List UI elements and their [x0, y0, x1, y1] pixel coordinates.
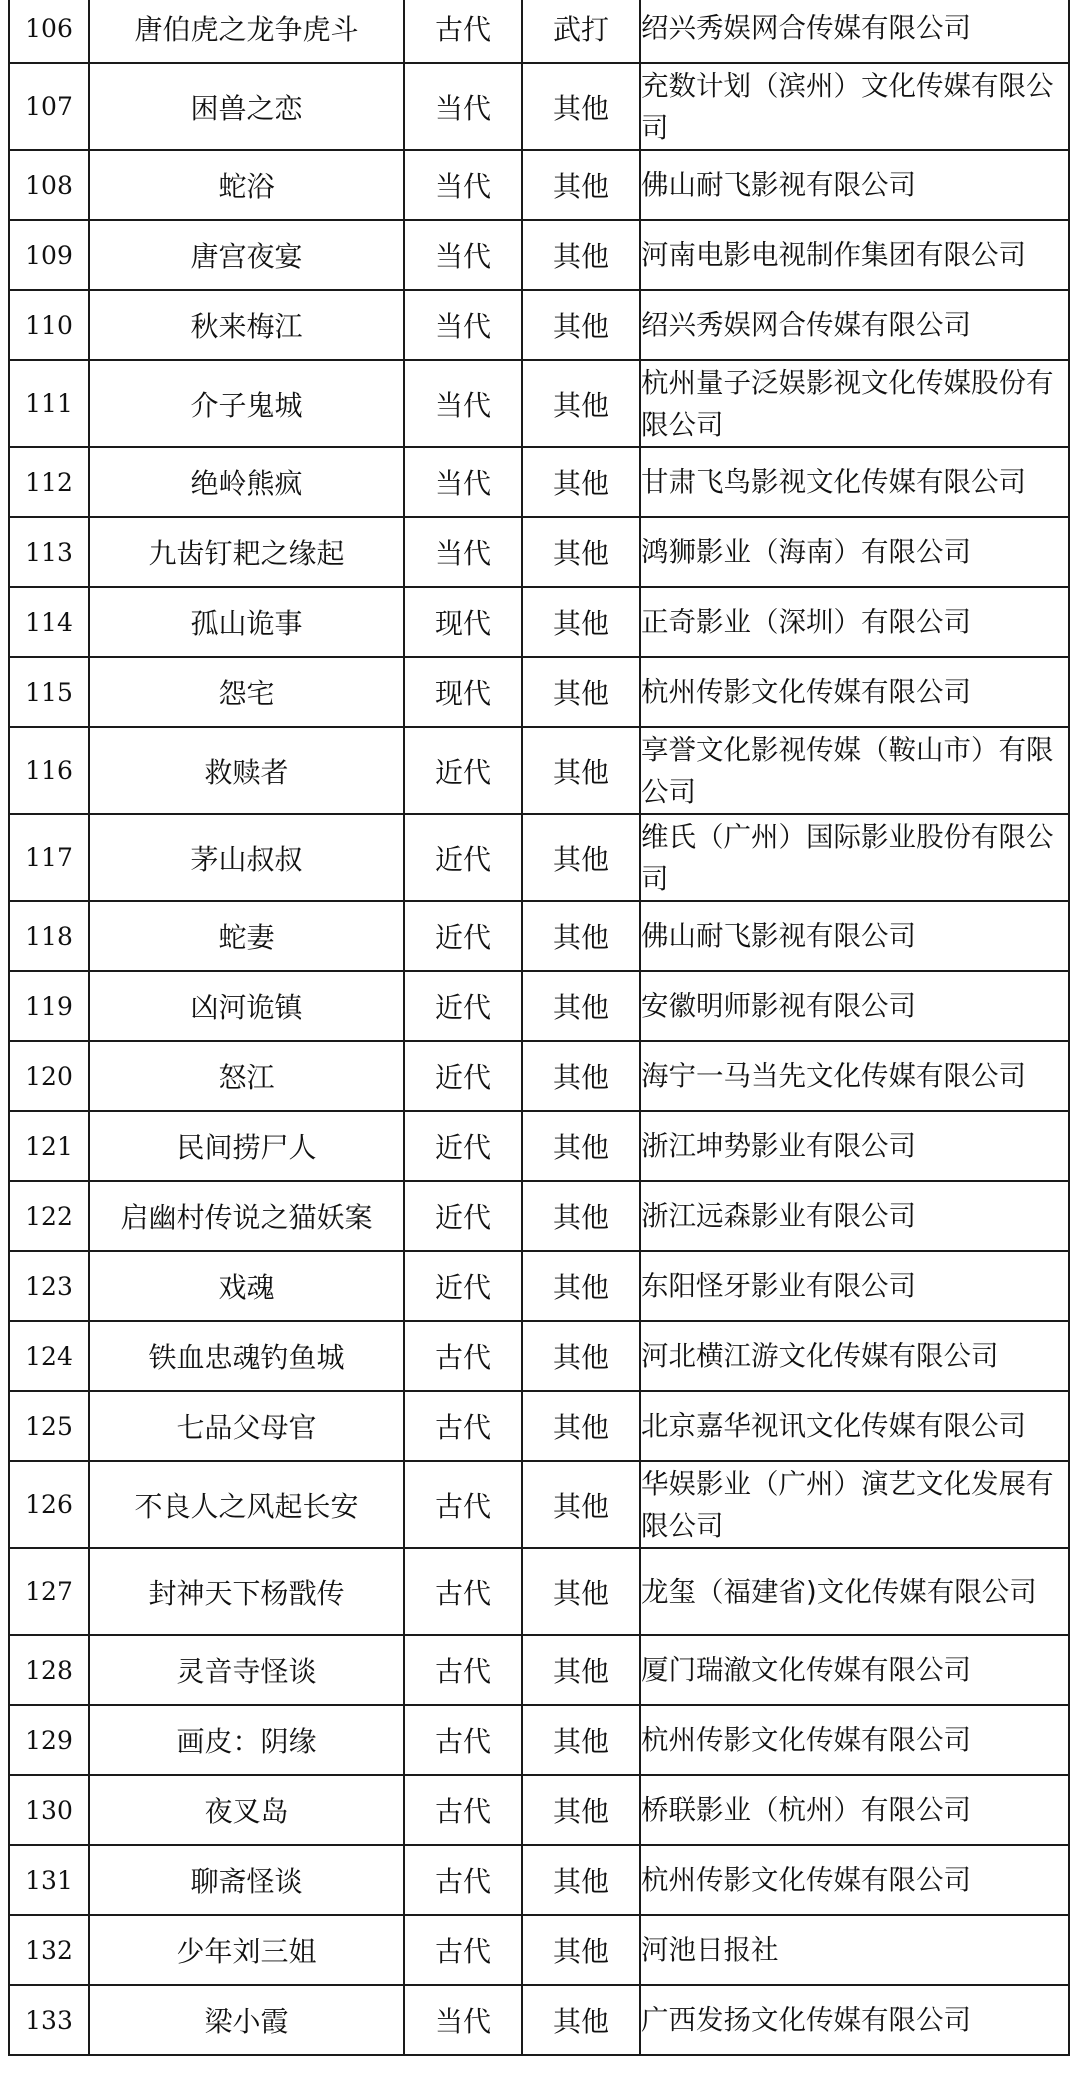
- genre-cell: 其他: [522, 1705, 640, 1775]
- row-number-cell: 111: [9, 360, 89, 447]
- era-cell: 当代: [404, 290, 522, 360]
- table-row: [9, 1251, 1069, 1321]
- row-number-cell: 114: [9, 587, 89, 657]
- genre-cell: 其他: [522, 1321, 640, 1391]
- company-cell: 杭州量子泛娱影视文化传媒股份有限公司: [640, 360, 1069, 447]
- company-cell: 河北横江游文化传媒有限公司: [640, 1321, 1069, 1391]
- title-cell: 困兽之恋: [89, 63, 404, 150]
- title-cell: 救赎者: [89, 727, 404, 814]
- era-cell: 近代: [404, 901, 522, 971]
- table-row: [9, 901, 1069, 971]
- table-row: [9, 1845, 1069, 1915]
- row-number-cell: 133: [9, 1985, 89, 2055]
- company-cell: 佛山耐飞影视有限公司: [640, 901, 1069, 971]
- row-number-cell: 118: [9, 901, 89, 971]
- row-number-cell: 132: [9, 1915, 89, 1985]
- table-row: [9, 1181, 1069, 1251]
- era-cell: 近代: [404, 1041, 522, 1111]
- era-cell: 近代: [404, 1111, 522, 1181]
- title-cell: 茅山叔叔: [89, 814, 404, 901]
- table-row: [9, 1915, 1069, 1985]
- title-cell: 蛇妻: [89, 901, 404, 971]
- company-cell: 浙江远森影业有限公司: [640, 1181, 1069, 1251]
- company-cell: 杭州传影文化传媒有限公司: [640, 657, 1069, 727]
- genre-cell: 其他: [522, 1391, 640, 1461]
- company-cell: 华娱影业（广州）演艺文化发展有限公司: [640, 1461, 1069, 1548]
- company-cell: 绍兴秀娱网合传媒有限公司: [640, 290, 1069, 360]
- era-cell: 当代: [404, 360, 522, 447]
- era-cell: 当代: [404, 1985, 522, 2055]
- title-cell: 怒江: [89, 1041, 404, 1111]
- table-row: [9, 1705, 1069, 1775]
- era-cell: 近代: [404, 727, 522, 814]
- era-cell: 古代: [404, 1461, 522, 1548]
- table-row: [9, 220, 1069, 290]
- era-cell: 当代: [404, 220, 522, 290]
- era-cell: 古代: [404, 1915, 522, 1985]
- table-row: [9, 814, 1069, 901]
- title-cell: 民间捞尸人: [89, 1111, 404, 1181]
- table-row: [9, 0, 1069, 63]
- company-cell: 杭州传影文化传媒有限公司: [640, 1845, 1069, 1915]
- company-cell: 龙玺（福建省)文化传媒有限公司: [640, 1548, 1069, 1635]
- title-cell: 铁血忠魂钓鱼城: [89, 1321, 404, 1391]
- genre-cell: 武打: [522, 0, 640, 63]
- company-cell: 鸿狮影业（海南）有限公司: [640, 517, 1069, 587]
- company-cell: 东阳怪牙影业有限公司: [640, 1251, 1069, 1321]
- row-number-cell: 128: [9, 1635, 89, 1705]
- table-row: [9, 63, 1069, 150]
- title-cell: 蛇浴: [89, 150, 404, 220]
- row-number-cell: 124: [9, 1321, 89, 1391]
- era-cell: 古代: [404, 1705, 522, 1775]
- row-number-cell: 116: [9, 727, 89, 814]
- title-cell: 唐宫夜宴: [89, 220, 404, 290]
- table-row: [9, 517, 1069, 587]
- title-cell: 怨宅: [89, 657, 404, 727]
- row-number-cell: 119: [9, 971, 89, 1041]
- title-cell: 凶河诡镇: [89, 971, 404, 1041]
- company-cell: 河池日报社: [640, 1915, 1069, 1985]
- table-body: [9, 0, 1069, 2055]
- table-row: [9, 727, 1069, 814]
- genre-cell: 其他: [522, 1251, 640, 1321]
- era-cell: 古代: [404, 1775, 522, 1845]
- row-number-cell: 121: [9, 1111, 89, 1181]
- era-cell: 当代: [404, 517, 522, 587]
- title-cell: 夜叉岛: [89, 1775, 404, 1845]
- genre-cell: 其他: [522, 814, 640, 901]
- genre-cell: 其他: [522, 1548, 640, 1635]
- era-cell: 当代: [404, 63, 522, 150]
- title-cell: 封神天下杨戬传: [89, 1548, 404, 1635]
- era-cell: 当代: [404, 447, 522, 517]
- row-number-cell: 112: [9, 447, 89, 517]
- era-cell: 古代: [404, 0, 522, 63]
- genre-cell: 其他: [522, 1181, 640, 1251]
- company-cell: 安徽明师影视有限公司: [640, 971, 1069, 1041]
- table-row: [9, 150, 1069, 220]
- era-cell: 当代: [404, 150, 522, 220]
- genre-cell: 其他: [522, 1845, 640, 1915]
- company-cell: 甘肃飞鸟影视文化传媒有限公司: [640, 447, 1069, 517]
- company-cell: 维氏（广州）国际影业股份有限公司: [640, 814, 1069, 901]
- genre-cell: 其他: [522, 727, 640, 814]
- era-cell: 近代: [404, 1181, 522, 1251]
- era-cell: 古代: [404, 1391, 522, 1461]
- genre-cell: 其他: [522, 1915, 640, 1985]
- row-number-cell: 106: [9, 0, 89, 63]
- genre-cell: 其他: [522, 587, 640, 657]
- genre-cell: 其他: [522, 1985, 640, 2055]
- genre-cell: 其他: [522, 150, 640, 220]
- table-row: [9, 1461, 1069, 1548]
- genre-cell: 其他: [522, 290, 640, 360]
- title-cell: 九齿钉耙之缘起: [89, 517, 404, 587]
- row-number-cell: 117: [9, 814, 89, 901]
- title-cell: 唐伯虎之龙争虎斗: [89, 0, 404, 63]
- title-cell: 介子鬼城: [89, 360, 404, 447]
- row-number-cell: 120: [9, 1041, 89, 1111]
- era-cell: 现代: [404, 587, 522, 657]
- row-number-cell: 125: [9, 1391, 89, 1461]
- company-cell: 河南电影电视制作集团有限公司: [640, 220, 1069, 290]
- genre-cell: 其他: [522, 360, 640, 447]
- table-row: [9, 1985, 1069, 2055]
- row-number-cell: 130: [9, 1775, 89, 1845]
- genre-cell: 其他: [522, 220, 640, 290]
- title-cell: 画皮：阴缘: [89, 1705, 404, 1775]
- row-number-cell: 108: [9, 150, 89, 220]
- company-cell: 厦门瑞澈文化传媒有限公司: [640, 1635, 1069, 1705]
- era-cell: 近代: [404, 1251, 522, 1321]
- row-number-cell: 115: [9, 657, 89, 727]
- company-cell: 浙江坤势影业有限公司: [640, 1111, 1069, 1181]
- company-cell: 杭州传影文化传媒有限公司: [640, 1705, 1069, 1775]
- table-row: [9, 1111, 1069, 1181]
- table-row: [9, 587, 1069, 657]
- company-cell: 绍兴秀娱网合传媒有限公司: [640, 0, 1069, 63]
- era-cell: 现代: [404, 657, 522, 727]
- company-cell: 桥联影业（杭州）有限公司: [640, 1775, 1069, 1845]
- era-cell: 古代: [404, 1548, 522, 1635]
- title-cell: 梁小霞: [89, 1985, 404, 2055]
- era-cell: 古代: [404, 1845, 522, 1915]
- company-cell: 享誉文化影视传媒（鞍山市）有限公司: [640, 727, 1069, 814]
- row-number-cell: 131: [9, 1845, 89, 1915]
- company-cell: 北京嘉华视讯文化传媒有限公司: [640, 1391, 1069, 1461]
- title-cell: 戏魂: [89, 1251, 404, 1321]
- company-cell: 海宁一马当先文化传媒有限公司: [640, 1041, 1069, 1111]
- row-number-cell: 126: [9, 1461, 89, 1548]
- title-cell: 秋来梅江: [89, 290, 404, 360]
- title-cell: 少年刘三姐: [89, 1915, 404, 1985]
- table-row: [9, 1548, 1069, 1635]
- row-number-cell: 109: [9, 220, 89, 290]
- row-number-cell: 113: [9, 517, 89, 587]
- table-row: [9, 1391, 1069, 1461]
- table-row: [9, 360, 1069, 447]
- company-cell: 广西发扬文化传媒有限公司: [640, 1985, 1069, 2055]
- table-row: [9, 1635, 1069, 1705]
- era-cell: 古代: [404, 1321, 522, 1391]
- row-number-cell: 110: [9, 290, 89, 360]
- title-cell: 启幽村传说之猫妖案: [89, 1181, 404, 1251]
- row-number-cell: 129: [9, 1705, 89, 1775]
- genre-cell: 其他: [522, 63, 640, 150]
- genre-cell: 其他: [522, 447, 640, 517]
- genre-cell: 其他: [522, 1775, 640, 1845]
- title-cell: 绝岭熊疯: [89, 447, 404, 517]
- row-number-cell: 127: [9, 1548, 89, 1635]
- genre-cell: 其他: [522, 657, 640, 727]
- title-cell: 孤山诡事: [89, 587, 404, 657]
- era-cell: 近代: [404, 971, 522, 1041]
- era-cell: 近代: [404, 814, 522, 901]
- company-cell: 充数计划（滨州）文化传媒有限公司: [640, 63, 1069, 150]
- genre-cell: 其他: [522, 1635, 640, 1705]
- title-cell: 七品父母官: [89, 1391, 404, 1461]
- table-row: [9, 290, 1069, 360]
- table-row: [9, 1041, 1069, 1111]
- genre-cell: 其他: [522, 1111, 640, 1181]
- row-number-cell: 122: [9, 1181, 89, 1251]
- era-cell: 古代: [404, 1635, 522, 1705]
- table-row: [9, 971, 1069, 1041]
- table-row: [9, 1321, 1069, 1391]
- genre-cell: 其他: [522, 901, 640, 971]
- company-cell: 佛山耐飞影视有限公司: [640, 150, 1069, 220]
- title-cell: 不良人之风起长安: [89, 1461, 404, 1548]
- film-registry-table: [8, 0, 1070, 2056]
- row-number-cell: 123: [9, 1251, 89, 1321]
- genre-cell: 其他: [522, 1461, 640, 1548]
- genre-cell: 其他: [522, 971, 640, 1041]
- table-row: [9, 657, 1069, 727]
- title-cell: 灵音寺怪谈: [89, 1635, 404, 1705]
- table-row: [9, 1775, 1069, 1845]
- title-cell: 聊斋怪谈: [89, 1845, 404, 1915]
- table-row: [9, 447, 1069, 517]
- company-cell: 正奇影业（深圳）有限公司: [640, 587, 1069, 657]
- genre-cell: 其他: [522, 1041, 640, 1111]
- genre-cell: 其他: [522, 517, 640, 587]
- row-number-cell: 107: [9, 63, 89, 150]
